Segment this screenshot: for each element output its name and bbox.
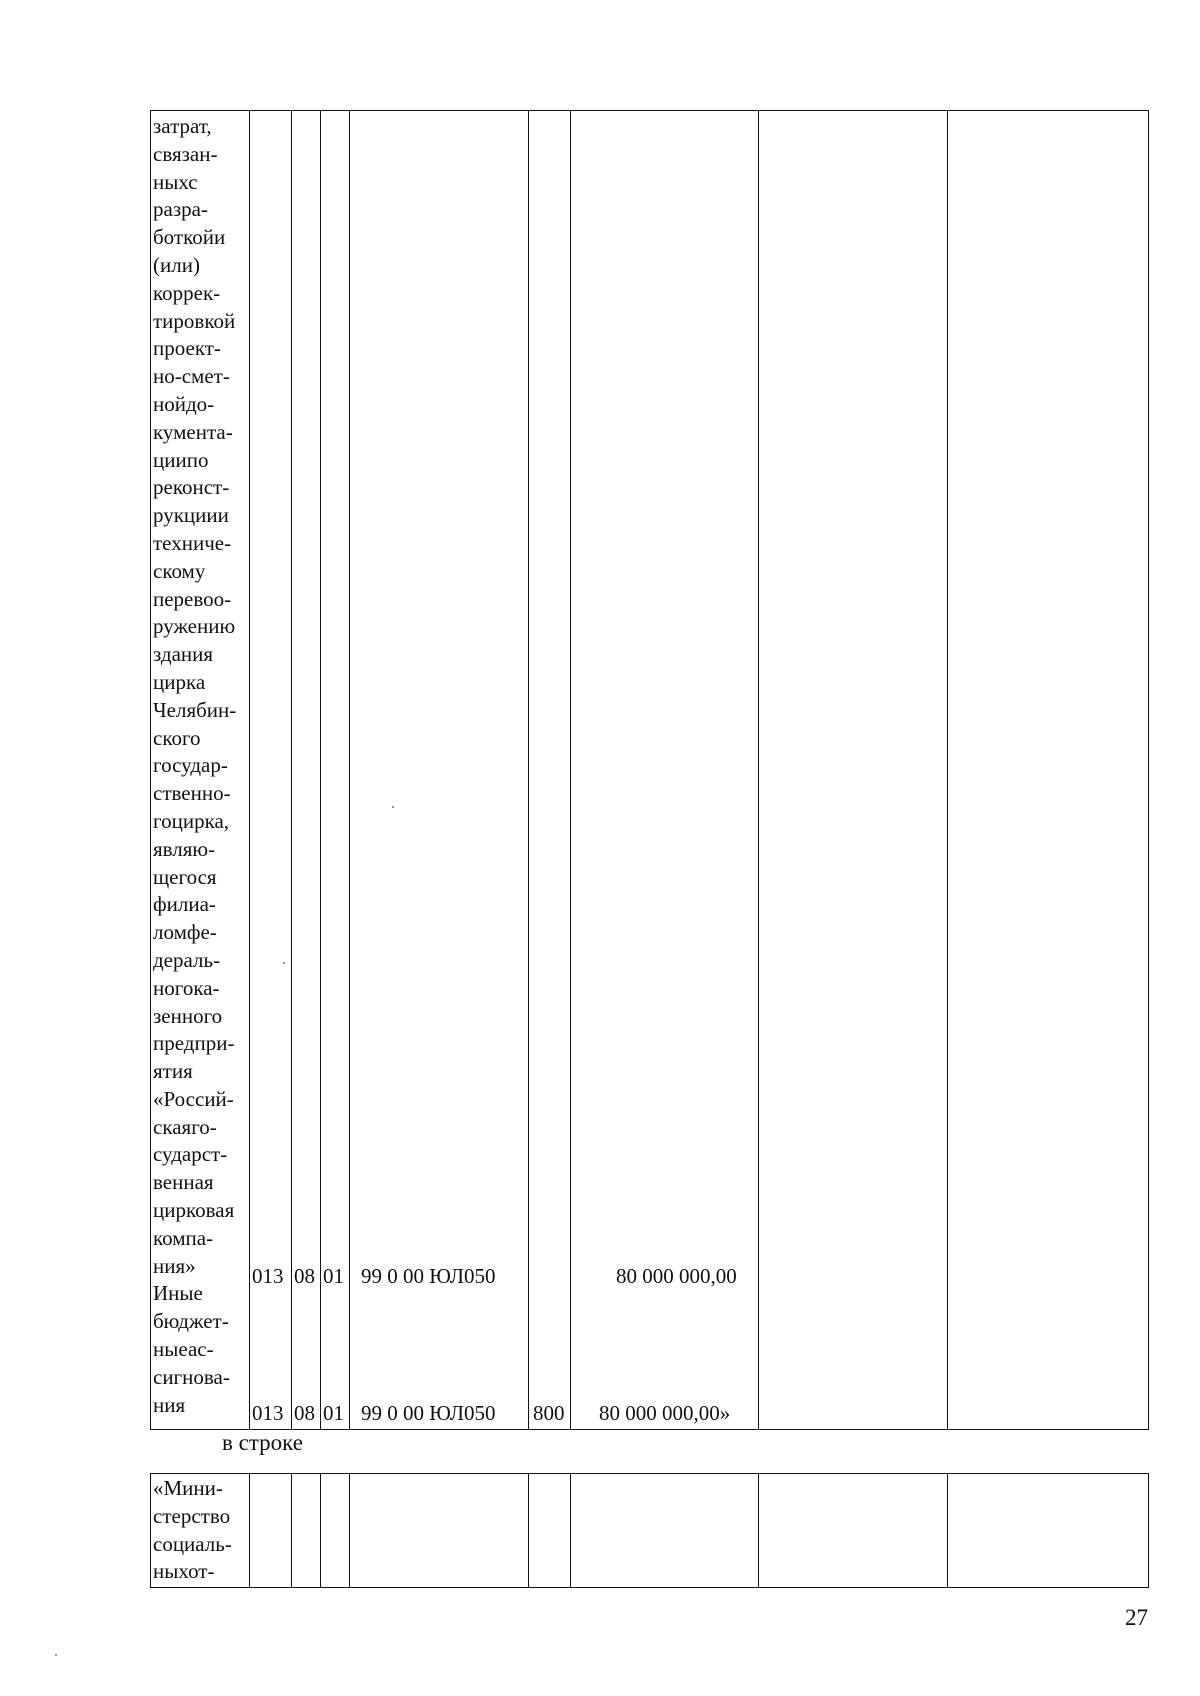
column-divider bbox=[349, 111, 350, 1429]
description-line: кумента- bbox=[153, 419, 233, 444]
scan-speck bbox=[55, 1654, 57, 1656]
description-line: являю- bbox=[153, 836, 216, 861]
ministry-description-cell bbox=[153, 1475, 249, 1586]
description-line: скому bbox=[153, 558, 206, 583]
target-article-code: 99 0 00 ЮЛ050 bbox=[361, 1401, 496, 1425]
budget-table-continuation bbox=[150, 110, 1149, 1430]
description-line: коррек- bbox=[153, 280, 221, 305]
ministry-code: 013 bbox=[252, 1264, 284, 1288]
description-line: техниче- bbox=[153, 530, 232, 555]
description-line: (или) bbox=[153, 252, 200, 277]
description-line: ния bbox=[153, 1392, 186, 1417]
description-line: проект- bbox=[153, 336, 221, 361]
description-line: циипо bbox=[153, 447, 209, 472]
column-divider bbox=[570, 1474, 571, 1587]
column-divider bbox=[349, 1474, 350, 1587]
section-code: 08 bbox=[294, 1401, 315, 1425]
description-line: ныеас- bbox=[153, 1337, 214, 1362]
description-line: государ- bbox=[153, 753, 228, 778]
column-divider bbox=[947, 111, 948, 1429]
description-line: дераль- bbox=[153, 947, 221, 972]
description-line: ломфе- bbox=[153, 920, 217, 945]
description-line: социаль- bbox=[153, 1531, 232, 1556]
scan-speck bbox=[392, 806, 394, 808]
description-line: гоцирка, bbox=[153, 808, 230, 833]
description-line: но-смет- bbox=[153, 364, 230, 389]
column-divider bbox=[320, 111, 321, 1429]
description-line: компа- bbox=[153, 1225, 214, 1250]
description-line: предпри- bbox=[153, 1031, 235, 1056]
description-line: Иные bbox=[153, 1281, 203, 1306]
scan-speck bbox=[283, 962, 285, 964]
amount: 80 000 000,00» bbox=[599, 1401, 731, 1425]
description-line: цирковая bbox=[153, 1198, 235, 1223]
column-divider bbox=[249, 111, 250, 1429]
column-divider bbox=[291, 111, 292, 1429]
description-line: щегося bbox=[153, 864, 217, 889]
expense-type-code: 800 bbox=[533, 1401, 565, 1425]
description-line: «Россий- bbox=[153, 1086, 234, 1111]
expense-description-cell bbox=[153, 113, 249, 1419]
description-line: связан- bbox=[153, 141, 218, 166]
budget-table-next bbox=[150, 1473, 1149, 1588]
description-line: тировкой bbox=[153, 308, 236, 333]
column-divider bbox=[249, 1474, 250, 1587]
description-line: боткойи bbox=[153, 225, 226, 250]
description-line: реконст- bbox=[153, 475, 230, 500]
column-divider bbox=[570, 111, 571, 1429]
description-line: ногока- bbox=[153, 975, 220, 1000]
description-line: здания bbox=[153, 642, 214, 667]
page-number: 27 bbox=[1125, 1605, 1148, 1630]
subsection-code: 01 bbox=[323, 1264, 344, 1288]
description-line: перевоо- bbox=[153, 586, 232, 611]
description-line: цирка bbox=[153, 669, 206, 694]
description-line: венная bbox=[153, 1170, 214, 1195]
description-line: разра- bbox=[153, 197, 208, 222]
section-code: 08 bbox=[294, 1264, 315, 1288]
description-line: рукциии bbox=[153, 503, 229, 528]
description-line: сударст- bbox=[153, 1142, 228, 1167]
column-divider bbox=[758, 111, 759, 1429]
description-line: ныхот- bbox=[153, 1559, 215, 1584]
description-line: нойдо- bbox=[153, 391, 215, 416]
description-line: «Мини- bbox=[153, 1476, 223, 1500]
column-divider bbox=[758, 1474, 759, 1587]
description-line: ского bbox=[153, 725, 201, 750]
amount: 80 000 000,00 bbox=[616, 1264, 737, 1288]
column-divider bbox=[528, 111, 529, 1429]
column-divider bbox=[947, 1474, 948, 1587]
description-line: зенного bbox=[153, 1003, 223, 1028]
target-article-code: 99 0 00 ЮЛ050 bbox=[361, 1264, 496, 1288]
description-line: ственно- bbox=[153, 781, 231, 806]
description-line: Челябин- bbox=[153, 697, 237, 722]
description-line: затрат, bbox=[153, 114, 212, 138]
description-line: филиа- bbox=[153, 892, 216, 917]
description-line: скаяго- bbox=[153, 1114, 217, 1139]
description-line: сигнова- bbox=[153, 1364, 230, 1389]
description-line: бюджет- bbox=[153, 1309, 229, 1334]
ministry-code: 013 bbox=[252, 1401, 284, 1425]
description-line: ятия bbox=[153, 1059, 193, 1084]
description-line: ныхс bbox=[153, 169, 198, 194]
column-divider bbox=[320, 1474, 321, 1587]
description-line: ружению bbox=[153, 614, 236, 639]
description-line: ния» bbox=[153, 1253, 196, 1278]
column-divider bbox=[291, 1474, 292, 1587]
description-line: стерство bbox=[153, 1503, 231, 1528]
column-divider bbox=[528, 1474, 529, 1587]
caption-text: в строке bbox=[222, 1430, 303, 1455]
subsection-code: 01 bbox=[323, 1401, 344, 1425]
